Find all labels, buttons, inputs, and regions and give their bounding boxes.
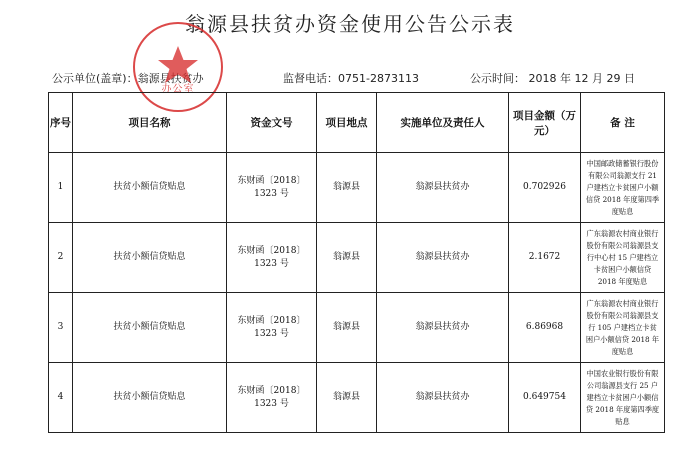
row-doc: 东财函〔2018〕1323 号 — [227, 293, 317, 363]
row-place: 翁源县 — [317, 223, 377, 293]
fund-table — [48, 92, 665, 433]
row-note: 中国农业银行股份有限公司翁源县支行 25 户建档立卡贫困户小额信贷 2018 年度第四季度贴息 — [581, 363, 665, 433]
header-seq: 序号 — [49, 93, 73, 153]
row-doc: 东财函〔2018〕1323 号 — [227, 363, 317, 433]
header-place: 项目地点 — [317, 93, 377, 153]
row-place: 翁源县 — [317, 153, 377, 223]
row-unit: 翁源县扶贫办 — [377, 223, 509, 293]
page-title: 翁源县扶贫办资金使用公告公示表 — [185, 12, 515, 36]
row-name: 扶贫小额信贷贴息 — [73, 363, 227, 433]
row-unit: 翁源县扶贫办 — [377, 153, 509, 223]
table-row — [49, 153, 665, 223]
header-doc: 资金文号 — [227, 93, 317, 153]
row-name: 扶贫小额信贷贴息 — [73, 223, 227, 293]
seal-bottom-text: 办公室 — [161, 84, 195, 95]
row-note: 中国邮政储蓄银行股份有限公司翁源支行 21 户建档立卡贫困户小额信贷 2018 年度第四季度贴息 — [581, 153, 665, 223]
table-row — [49, 223, 665, 293]
row-doc: 东财函〔2018〕1323 号 — [227, 153, 317, 223]
row-place: 翁源县 — [317, 363, 377, 433]
row-unit: 翁源县扶贫办 — [377, 363, 509, 433]
row-seq: 2 — [49, 223, 73, 293]
row-name: 扶贫小额信贷贴息 — [73, 293, 227, 363]
header-amount: 项目金额（万元） — [509, 93, 581, 153]
table-row — [49, 293, 665, 363]
row-seq: 1 — [49, 153, 73, 223]
row-amount: 6.86968 — [509, 293, 581, 363]
header-unit: 实施单位及责任人 — [377, 93, 509, 153]
row-amount: 0.649754 — [509, 363, 581, 433]
row-amount: 0.702926 — [509, 153, 581, 223]
row-note: 广东翁源农村商业银行股份有限公司翁源县支行中心村 15 户建档立卡贫困户小额信贷 2018 年度贴息 — [581, 223, 665, 293]
row-amount: 2.1672 — [509, 223, 581, 293]
row-seq: 4 — [49, 363, 73, 433]
row-doc: 东财函〔2018〕1323 号 — [227, 223, 317, 293]
row-note: 广东翁源农村商业银行股份有限公司翁源县支行 105 户建档立卡贫困户小额信贷 2018 年度贴息 — [581, 293, 665, 363]
header-note: 备 注 — [581, 93, 665, 153]
table-row — [49, 363, 665, 433]
publisher-unit: 公示单位(盖章)：翁源县扶贫办 — [52, 72, 204, 85]
supervision-phone: 监督电话：0751-2873113 — [283, 72, 419, 85]
row-unit: 翁源县扶贫办 — [377, 293, 509, 363]
publish-date: 公示时间： 2018 年 12 月 29 日 — [470, 72, 635, 85]
row-seq: 3 — [49, 293, 73, 363]
row-place: 翁源县 — [317, 293, 377, 363]
header-name: 项目名称 — [73, 93, 227, 153]
table-header-row — [49, 93, 665, 153]
row-name: 扶贫小额信贷贴息 — [73, 153, 227, 223]
